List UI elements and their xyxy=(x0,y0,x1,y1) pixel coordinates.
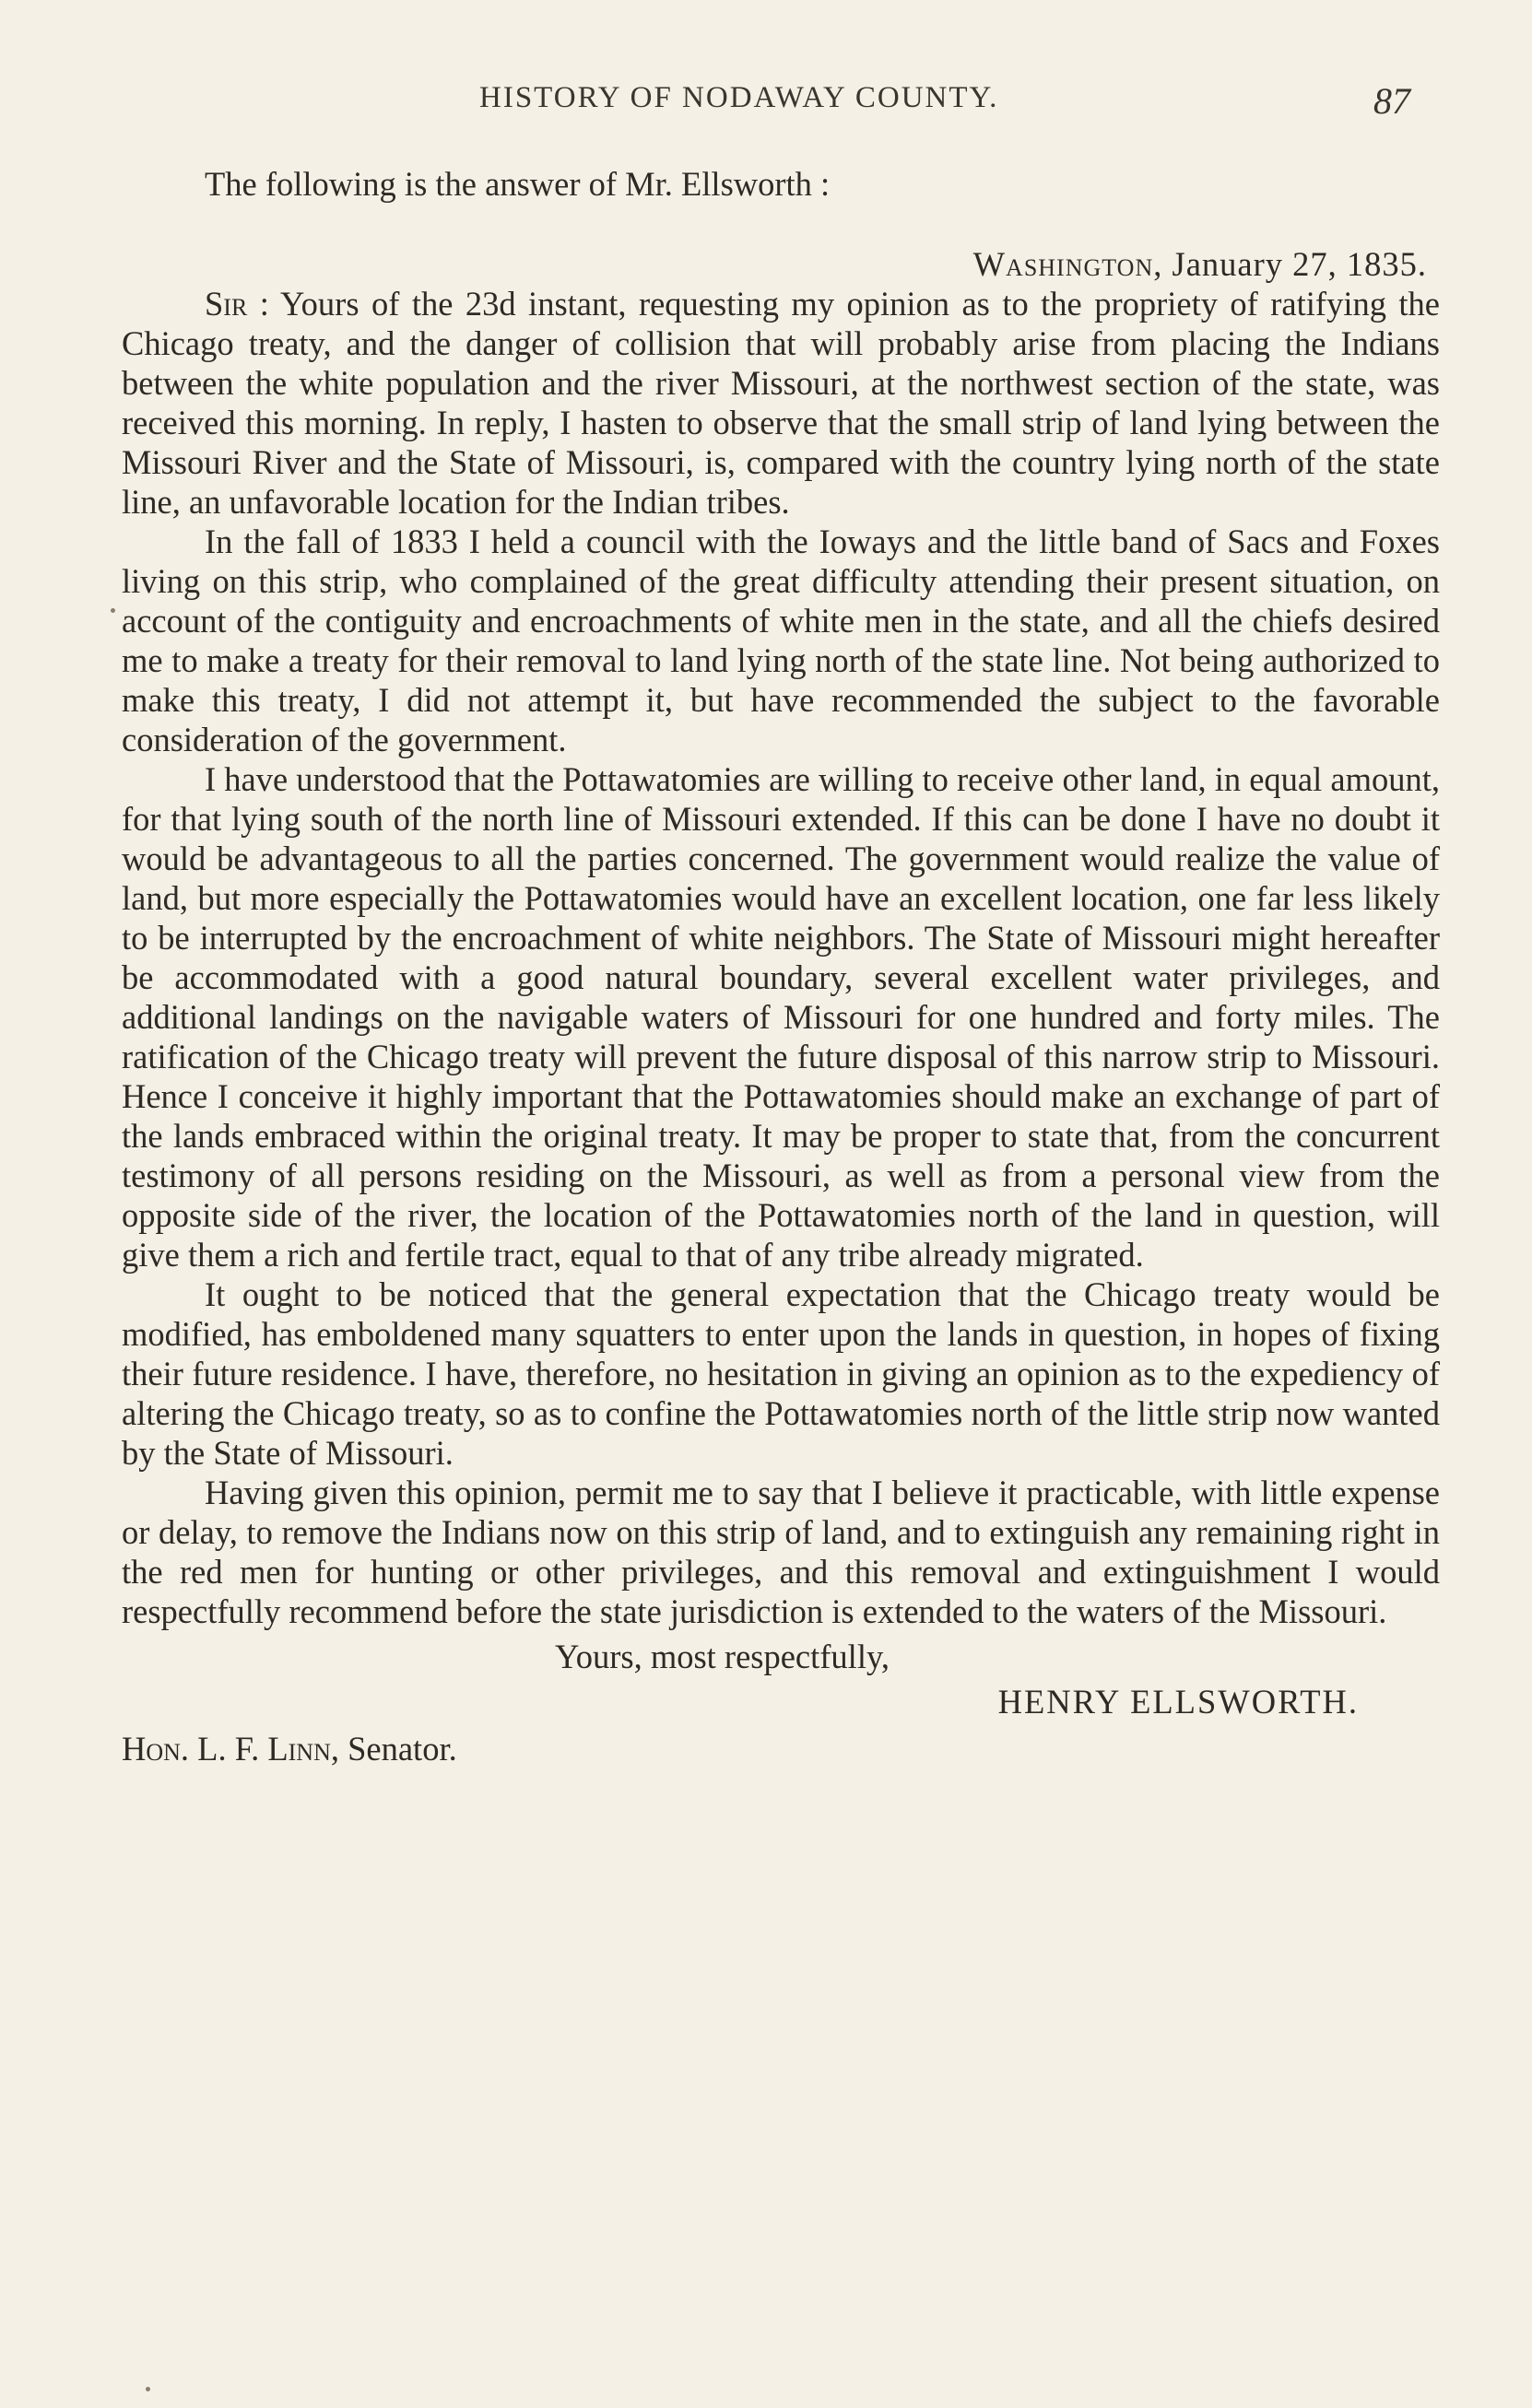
paragraph-1 xyxy=(122,284,1440,522)
closing: Yours, most respectfully, xyxy=(555,1638,890,1675)
addressee-honorific: Hon. xyxy=(122,1730,190,1768)
dateline xyxy=(122,244,1440,284)
running-title: HISTORY OF NODAWAY COUNTY. xyxy=(479,81,999,114)
paragraph-3: I have understood that the Pottawatomies are willing to receive other land, in equal amount, for that lying south of the north line of Missouri extended. If this can be done I have no doubt it would be advantageous to all the parties concerned. The government would realize the value of land, but more especially the Pottawatomies would have an excellent location, one far less likely to be interrupted by the encroachment of white neighbors. The State of Missouri might hereafter be accommodated with a good natural boundary, several excellent water privileges, and additional landings on the navigable waters of Missouri for one hundred and forty miles. The ratification of the Chicago treaty will prevent the future disposal of this narrow strip to Missouri. Hence I conceive it highly important that the Pottawatomies should make an exchange of part of the lands embraced within the original treaty. It may be proper to state that, from the concurrent testimony of all persons residing on the Missouri, as well as from a personal view from the opposite side of the river, the location of the Pottawatomies north of the land in question, will give them a rich and fertile tract, equal to that of any tribe already migrated. xyxy=(122,760,1440,1274)
paragraph-1-text: Yours of the 23d instant, requesting my opinion as to the propriety of ratifying the Chicago treaty, and the danger of collision that will probably arise from placing the Indians between the white population and the river Missouri, at the northwest section of the state, was received this morning. In reply, I hasten to observe that the small strip of land lying between the Missouri River and the State of Missouri, is, compared with the country lying north of the state line, an unfavorable location for the Indian tribes. xyxy=(122,285,1440,521)
paragraph-5: Having given this opinion, permit me to say that I believe it practicable, with little expense or delay, to remove the Indians now on this strip of land, and to extinguish any remaining right in the red men for hunting or other privileges, and this removal and extinguishment I would respectfully recommend before the state jurisdiction is extended to the waters of the Missouri. xyxy=(122,1474,1440,1630)
intro-line: The following is the answer of Mr. Ellsworth : xyxy=(205,165,831,203)
paragraph-4: It ought to be noticed that the general expectation that the Chicago treaty would be modified, has emboldened many squatters to enter upon the lands in question, in hopes of fixing their future residence. I have, therefore, no hesitation in giving an opinion as to the expediency of altering the Chicago treaty, so as to confine the Pottawatomies north of the little strip now wanted by the State of Missouri. xyxy=(122,1275,1440,1472)
paragraph-2: In the fall of 1833 I held a council with the Ioways and the little band of Sacs and Foxes living on this strip, who complained of the great difficulty attending their present situation, on account of the contiguity and encroachments of white men in the state, and all the chiefs desired me to make a treaty for their removal to land lying north of the state line. Not being authorized to make this treaty, I did not attempt it, but have recommended the subject to the favorable consideration of the government. xyxy=(122,523,1440,758)
running-head xyxy=(0,81,1532,127)
signature: HENRY ELLSWORTH. xyxy=(997,1683,1359,1721)
paper-speck xyxy=(111,608,115,613)
page-number: 87 xyxy=(1373,80,1410,122)
dateline-place: Washington xyxy=(972,245,1154,283)
addressee xyxy=(122,1729,1440,1768)
dateline-date: , January 27, 1835. xyxy=(1153,245,1427,283)
addressee-title: , Senator. xyxy=(330,1730,457,1768)
paper-speck xyxy=(146,2387,150,2391)
addressee-name: L. F. Linn xyxy=(189,1730,331,1768)
salutation: Sir : xyxy=(205,285,269,323)
letter-text xyxy=(122,164,1440,1768)
